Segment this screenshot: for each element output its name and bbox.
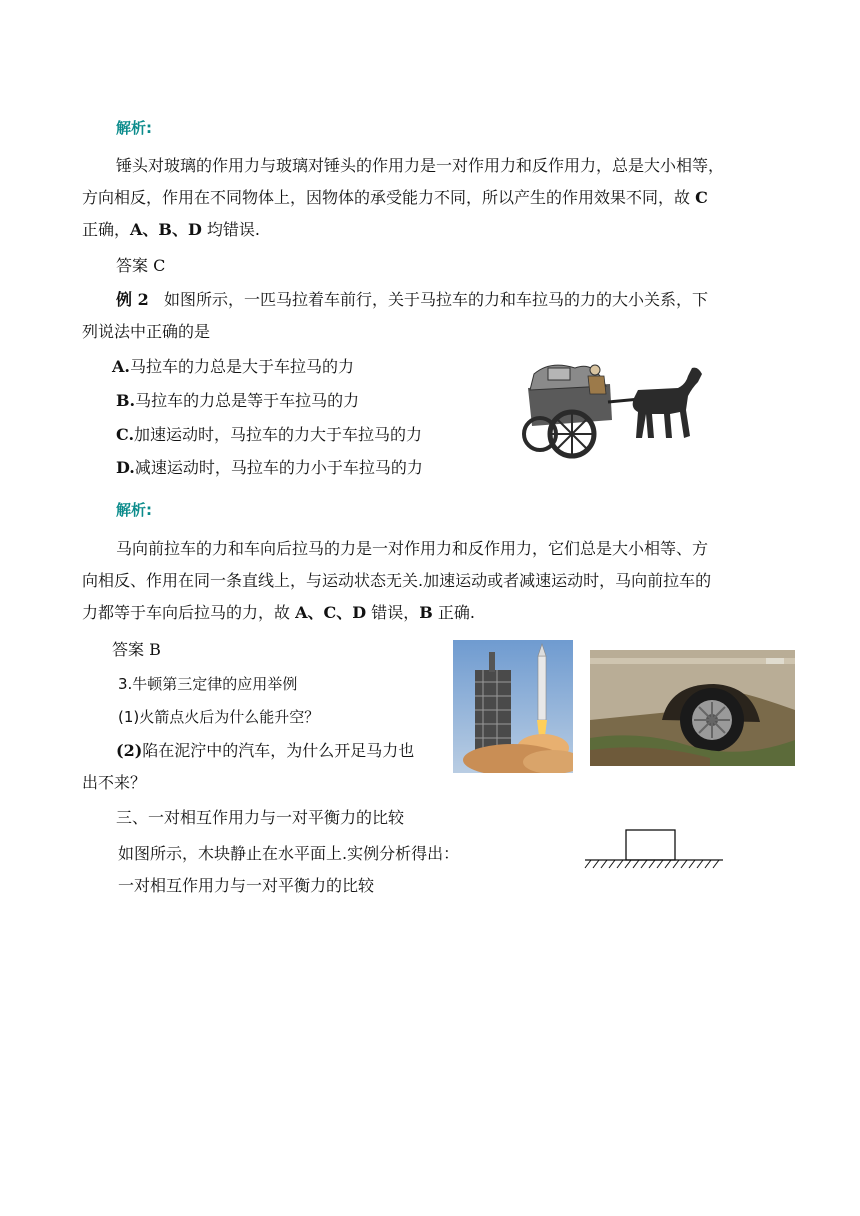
section-4-title: 三、一对相互作用力与一对平衡力的比较: [116, 808, 405, 827]
option-b: B.马拉车的力总是等于车拉马的力: [116, 391, 360, 410]
question-2-cont: 出不来？: [82, 773, 147, 792]
section-4-line-1: 如图所示，木块静止在水平面上.实例分析得出：: [118, 844, 460, 863]
answer-2: 答案 B: [112, 640, 161, 659]
car-in-mud-image: [590, 650, 795, 766]
section-3-title: 3.牛顿第三定律的应用举例: [118, 675, 298, 693]
question-2: (2)陷在泥泞中的汽车，为什么开足马力也: [116, 741, 415, 760]
analysis-paragraph-2: [82, 533, 770, 629]
rocket-launch-image: [453, 640, 573, 773]
option-a: A.马拉车的力总是大于车拉马的力: [112, 357, 354, 376]
analysis-line: 力都等于车向后拉马的力，故 A、C、D 错误，B 正确.: [82, 603, 475, 622]
question-1: (1)火箭点火后为什么能升空？: [118, 708, 320, 726]
answer-1: 答案 C: [116, 256, 166, 275]
option-c: C.加速运动时，马拉车的力大于车拉马的力: [116, 425, 423, 444]
option-d: D.减速运动时，马拉车的力小于车拉马的力: [116, 458, 423, 477]
analysis-line: 方向相反，作用在不同物体上，因物体的承受能力不同，所以产生的作用效果不同，故 C: [82, 188, 708, 207]
analysis-heading-2: 解析:: [116, 501, 152, 519]
section-4-line-2: 一对相互作用力与一对平衡力的比较: [118, 876, 375, 895]
example-stem-line: 例 2 如图所示，一匹马拉着车前行，关于马拉车的力和车拉马的力的大小关系，下: [116, 290, 708, 309]
analysis-line: 锤头对玻璃的作用力与玻璃对锤头的作用力是一对作用力和反作用力，总是大小相等，: [116, 156, 725, 175]
block-on-surface-diagram: [583, 828, 725, 872]
analysis-line: 向相反、作用在同一条直线上，与运动状态无关.加速运动或者减速运动时，马向前拉车的: [82, 571, 712, 590]
example-stem-line: 列说法中正确的是: [82, 322, 211, 341]
analysis-heading-1: 解析:: [116, 119, 152, 137]
analysis-line: 马向前拉车的力和车向后拉马的力是一对作用力和反作用力，它们总是大小相等、方: [116, 539, 709, 558]
example-2-stem: [82, 284, 770, 348]
example-label: 例 2: [116, 290, 149, 309]
analysis-paragraph-1: [82, 150, 770, 246]
horse-cart-image: [520, 354, 710, 460]
analysis-line: 正确，A、B、D 均错误.: [82, 220, 261, 239]
